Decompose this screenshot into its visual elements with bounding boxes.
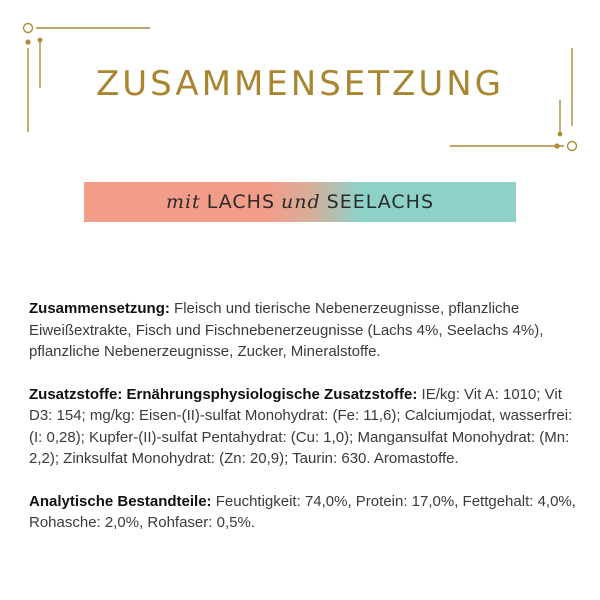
frame-dot-top-left-inner	[38, 38, 43, 43]
banner-prefix: mit	[165, 191, 201, 213]
composition-paragraph	[29, 298, 577, 363]
analysis-label: Analytische Bestandteile:	[29, 492, 212, 510]
additives-text: IE/kg: Vit A: 1010; Vit D3: 154; mg/kg: Eisen-(II)-sulfat Monohydrat: (Fe: 11,6); Calciumjodat, wasserfrei: (I: 0,28); Kupfer-(II)-sulfat Pentahydrat: (Cu: 1,0); Mangansulfat Monohydrat: (Mn: 2,2); Zinksulfat Monohydrat: (Zn: 20,9); Taurin: 630. Aromastoffe.	[29, 385, 573, 467]
banner-second-flavor: SEELACHS	[326, 191, 435, 213]
banner-connector: und	[281, 191, 321, 213]
flavor-banner	[84, 182, 516, 222]
frame-dot-bottom-right	[554, 143, 559, 148]
frame-dot-top-left	[25, 39, 30, 44]
composition-text: Fleisch und tierische Nebenerzeugnisse, pflanzliche Eiweißextrakte, Fisch und Fischnebenerzeugnisse (Lachs 4%, Seelachs 4%), pflanzliche Nebenerzeugnisse, Zucker, Mineralstoffe.	[29, 300, 544, 360]
analysis-paragraph	[29, 491, 577, 534]
frame-ring-bottom-right	[568, 142, 577, 151]
composition-label: Zusammensetzung:	[29, 300, 170, 317]
banner-first-flavor: LACHS	[206, 191, 276, 213]
additives-label: Zusatzstoffe: Ernährungsphysiologische Zusatzstoffe:	[29, 385, 418, 403]
analysis-text: Feuchtigkeit: 74,0%, Protein: 17,0%, Fettgehalt: 4,0%, Rohasche: 2,0%, Rohfaser: 0,5%.	[29, 492, 576, 531]
ingredients-text	[29, 298, 577, 555]
additives-paragraph	[29, 384, 577, 470]
frame-ring-top-left	[24, 24, 33, 33]
page-title: ZUSAMMENSETZUNG	[95, 64, 505, 104]
frame-dot-bottom-right-inner	[558, 132, 563, 137]
